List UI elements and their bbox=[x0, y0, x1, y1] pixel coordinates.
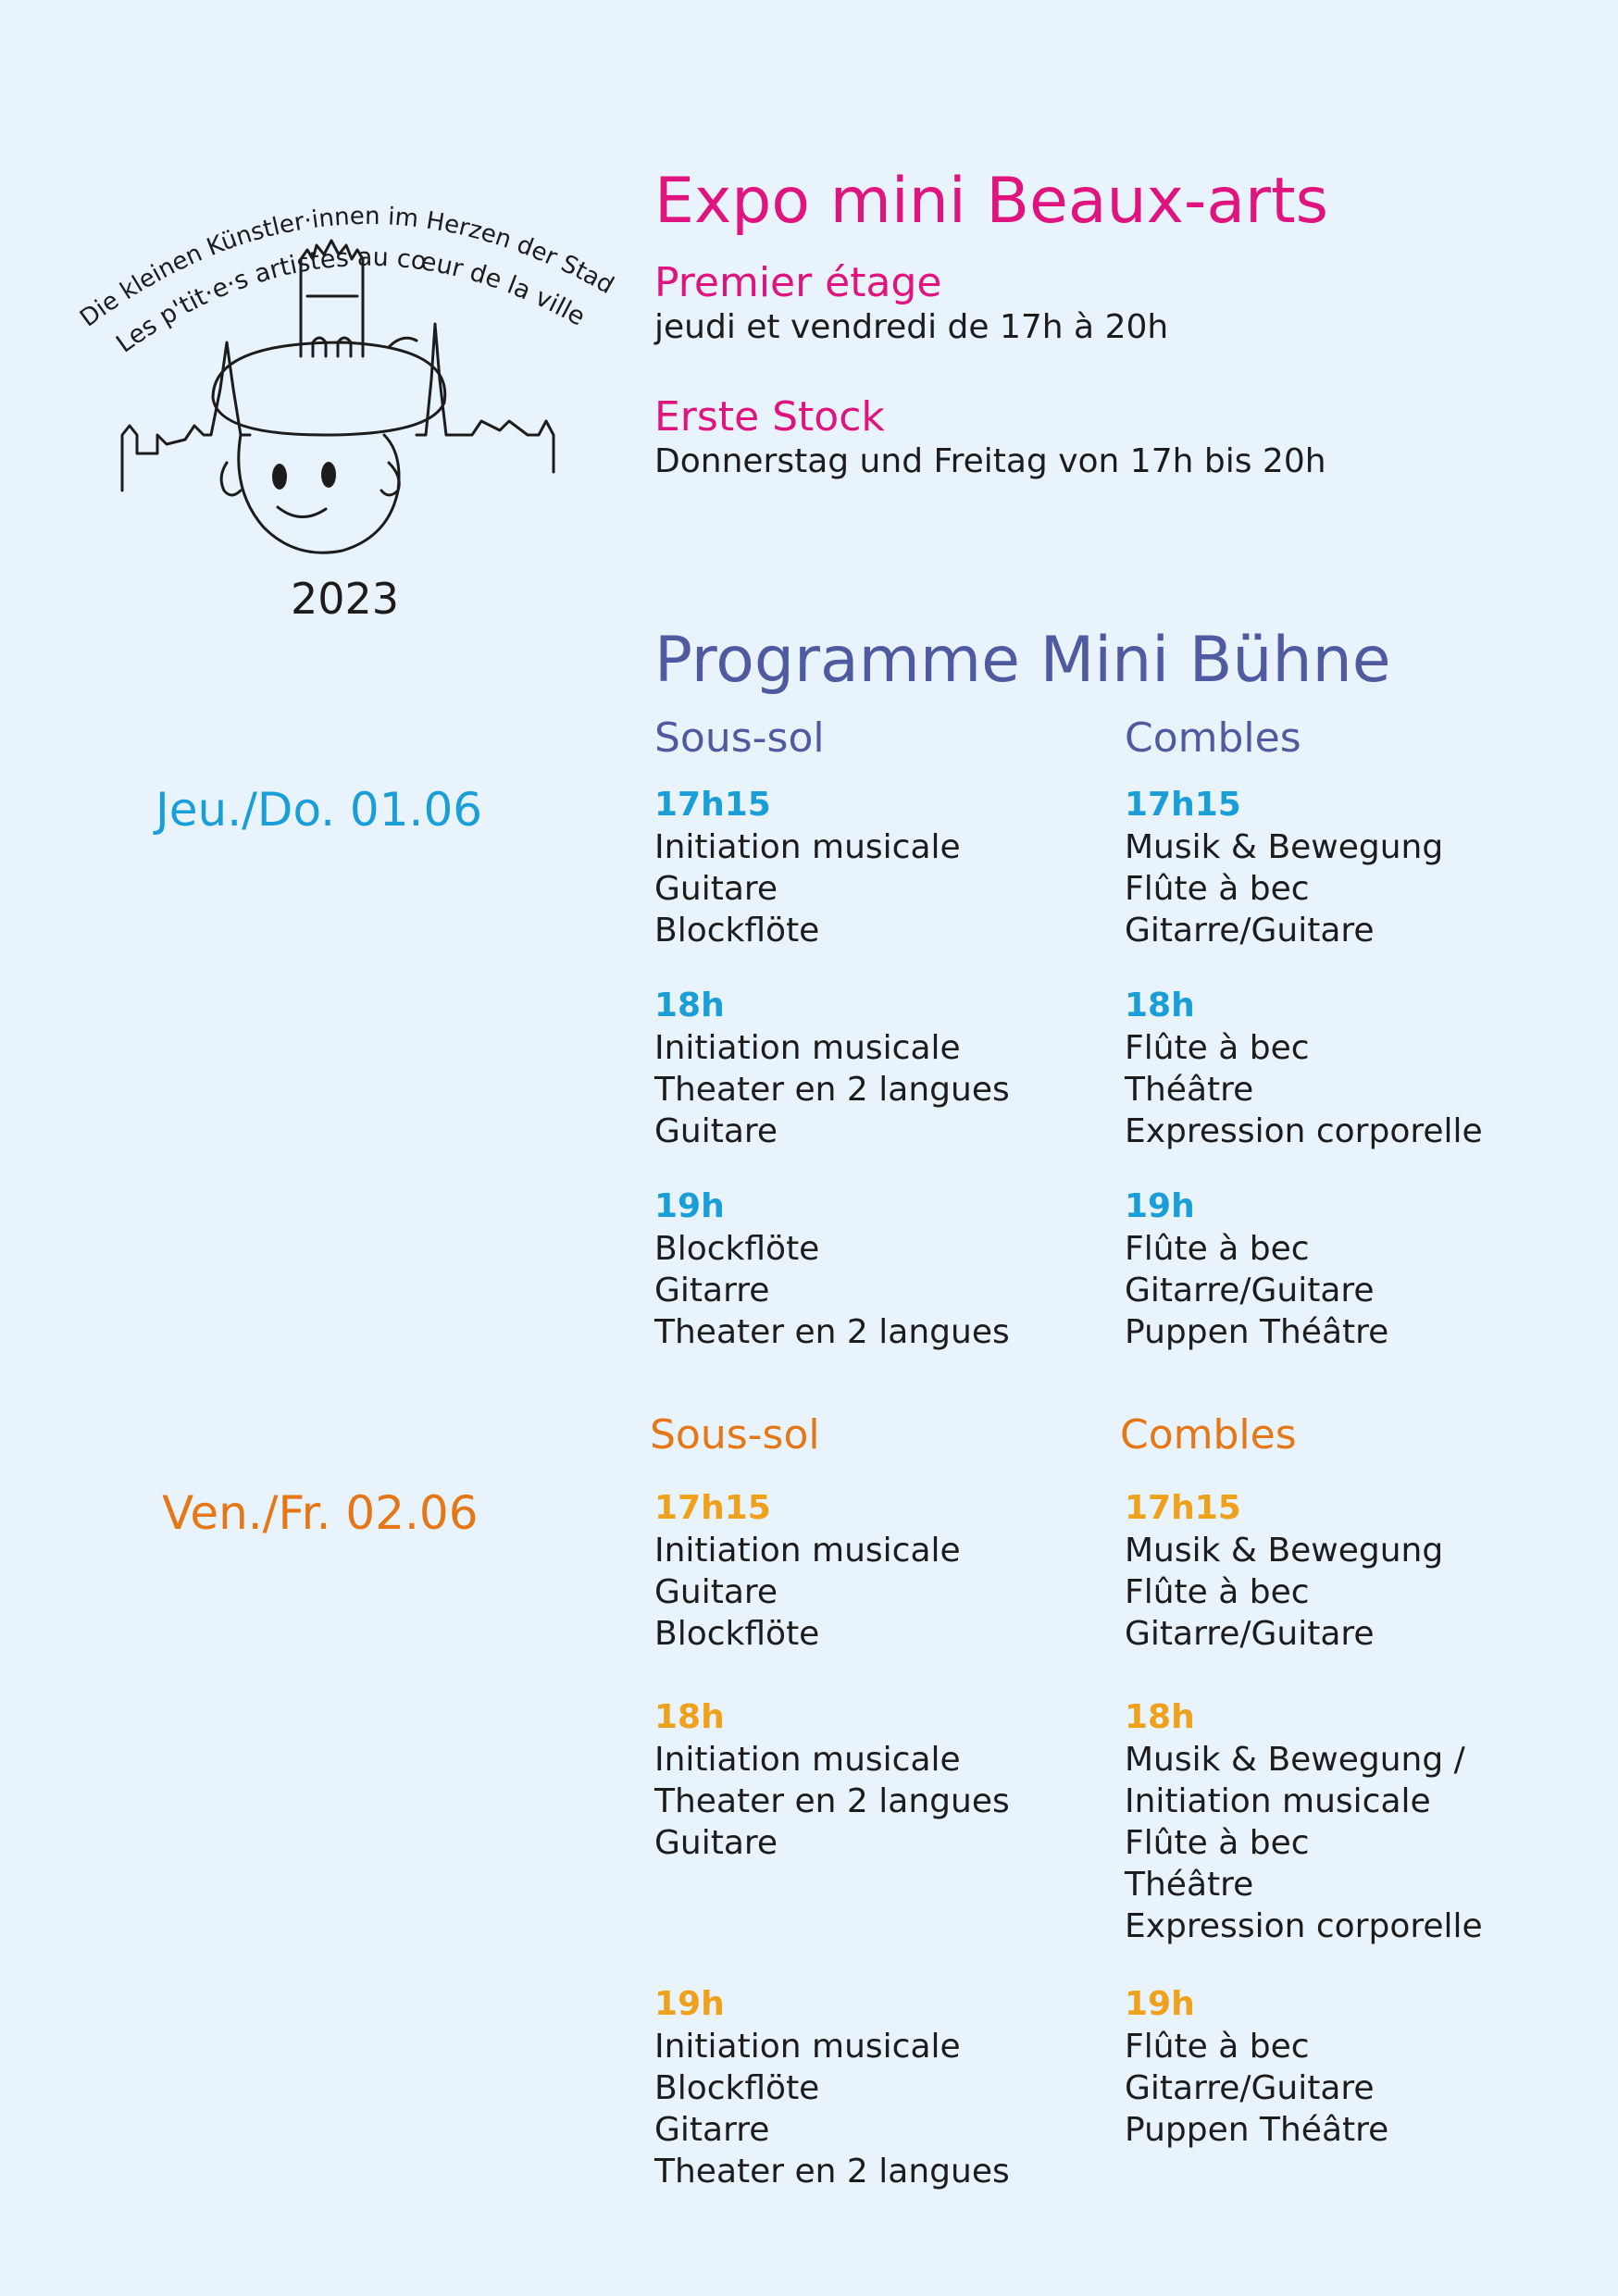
expo-title: Expo mini Beaux-arts bbox=[654, 165, 1329, 238]
slot-activity: Flûte à bec bbox=[1125, 1573, 1310, 1611]
slot-time: 18h bbox=[654, 1698, 725, 1736]
schedule-slot bbox=[654, 784, 1136, 951]
slot-activity: Théâtre bbox=[1125, 1866, 1254, 1904]
schedule-slot bbox=[1125, 985, 1606, 1152]
schedule-slot bbox=[654, 1696, 1136, 1864]
slot-activity: Flûte à bec bbox=[1125, 2028, 1310, 2066]
slot-activity: Theater en 2 langues bbox=[654, 1313, 1010, 1351]
schedule-slot bbox=[1125, 1487, 1606, 1655]
slot-time: 19h bbox=[1125, 1985, 1195, 2023]
day1-col-right-heading: Combles bbox=[1125, 714, 1301, 762]
slot-activity: Gitarre/Guitare bbox=[1125, 2069, 1375, 2107]
day2-col-right-heading: Combles bbox=[1120, 1411, 1297, 1458]
day2-col-left-heading: Sous-sol bbox=[650, 1411, 820, 1458]
slot-time: 19h bbox=[654, 1985, 725, 2023]
slot-activity: Guitare bbox=[654, 1112, 778, 1150]
schedule-slot bbox=[654, 1983, 1136, 2192]
schedule-slot bbox=[1125, 1983, 1606, 2151]
expo-fr-text: jeudi et vendredi de 17h à 20h bbox=[654, 308, 1169, 346]
slot-time: 17h15 bbox=[1125, 786, 1241, 824]
slot-activity: Flûte à bec bbox=[1125, 870, 1310, 908]
slot-activity: Théâtre bbox=[1125, 1071, 1254, 1109]
slot-activity: Guitare bbox=[654, 870, 778, 908]
slot-time: 19h bbox=[1125, 1187, 1195, 1225]
slot-activity: Initiation musicale bbox=[654, 1532, 961, 1570]
slot-activity: Puppen Théâtre bbox=[1125, 1313, 1389, 1351]
slot-activity: Initiation musicale bbox=[654, 1029, 961, 1067]
day1-label: Jeu./Do. 01.06 bbox=[156, 783, 483, 837]
slot-activity: Gitarre bbox=[654, 2111, 770, 2149]
schedule-slot bbox=[654, 985, 1136, 1152]
slot-activity: Blockflöte bbox=[654, 1230, 820, 1268]
slot-activity: Theater en 2 langues bbox=[654, 2153, 1010, 2191]
slot-activity: Musik & Bewegung bbox=[1125, 828, 1444, 866]
slot-activity: Guitare bbox=[654, 1573, 778, 1611]
slot-activity: Gitarre/Guitare bbox=[1125, 912, 1375, 949]
day2-label: Ven./Fr. 02.06 bbox=[162, 1486, 479, 1540]
slot-activity: Initiation musicale bbox=[1125, 1782, 1431, 1820]
logo bbox=[65, 157, 639, 639]
expo-de-text: Donnerstag und Freitag von 17h bis 20h bbox=[654, 442, 1326, 480]
slot-activity: Flûte à bec bbox=[1125, 1824, 1310, 1862]
slot-time: 18h bbox=[654, 987, 725, 1024]
slot-activity: Initiation musicale bbox=[654, 828, 961, 866]
slot-activity: Blockflöte bbox=[654, 2069, 820, 2107]
slot-activity: Initiation musicale bbox=[654, 2028, 961, 2066]
expo-fr-heading: Premier étage bbox=[654, 259, 942, 306]
schedule-slot bbox=[1125, 1185, 1606, 1353]
schedule-slot bbox=[654, 1185, 1136, 1353]
slot-activity: Flûte à bec bbox=[1125, 1230, 1310, 1268]
slot-activity: Guitare bbox=[654, 1824, 778, 1862]
slot-activity: Expression corporelle bbox=[1125, 1112, 1483, 1150]
slot-time: 18h bbox=[1125, 1698, 1195, 1736]
programme-title: Programme Mini Bühne bbox=[654, 624, 1391, 697]
slot-activity: Gitarre/Guitare bbox=[1125, 1615, 1375, 1653]
slot-activity: Musik & Bewegung bbox=[1125, 1532, 1444, 1570]
slot-activity: Musik & Bewegung / bbox=[1125, 1741, 1465, 1779]
logo-arc-fr: Les p'tit·e·s artistes au cœur de la ville bbox=[111, 242, 591, 359]
slot-time: 17h15 bbox=[654, 1489, 771, 1527]
logo-year: 2023 bbox=[290, 574, 400, 624]
slot-time: 19h bbox=[654, 1187, 725, 1225]
schedule-slot bbox=[1125, 784, 1606, 951]
slot-activity: Blockflöte bbox=[654, 1615, 820, 1653]
slot-activity: Puppen Théâtre bbox=[1125, 2111, 1389, 2149]
slot-activity: Expression corporelle bbox=[1125, 1907, 1483, 1945]
slot-activity: Gitarre bbox=[654, 1272, 770, 1309]
logo-arc-de: Die kleinen Künstler·innen im Herzen der Stad bbox=[75, 202, 619, 333]
slot-time: 17h15 bbox=[1125, 1489, 1241, 1527]
child-with-beret-icon bbox=[65, 157, 639, 639]
day1-col-left-heading: Sous-sol bbox=[654, 714, 825, 762]
slot-activity: Theater en 2 langues bbox=[654, 1071, 1010, 1109]
expo-de-heading: Erste Stock bbox=[654, 393, 885, 441]
schedule-slot bbox=[654, 1487, 1136, 1655]
slot-time: 17h15 bbox=[654, 786, 771, 824]
slot-activity: Flûte à bec bbox=[1125, 1029, 1310, 1067]
slot-time: 18h bbox=[1125, 987, 1195, 1024]
schedule-slot bbox=[1125, 1696, 1606, 1947]
slot-activity: Theater en 2 langues bbox=[654, 1782, 1010, 1820]
slot-activity: Gitarre/Guitare bbox=[1125, 1272, 1375, 1309]
slot-activity: Blockflöte bbox=[654, 912, 820, 949]
slot-activity: Initiation musicale bbox=[654, 1741, 961, 1779]
